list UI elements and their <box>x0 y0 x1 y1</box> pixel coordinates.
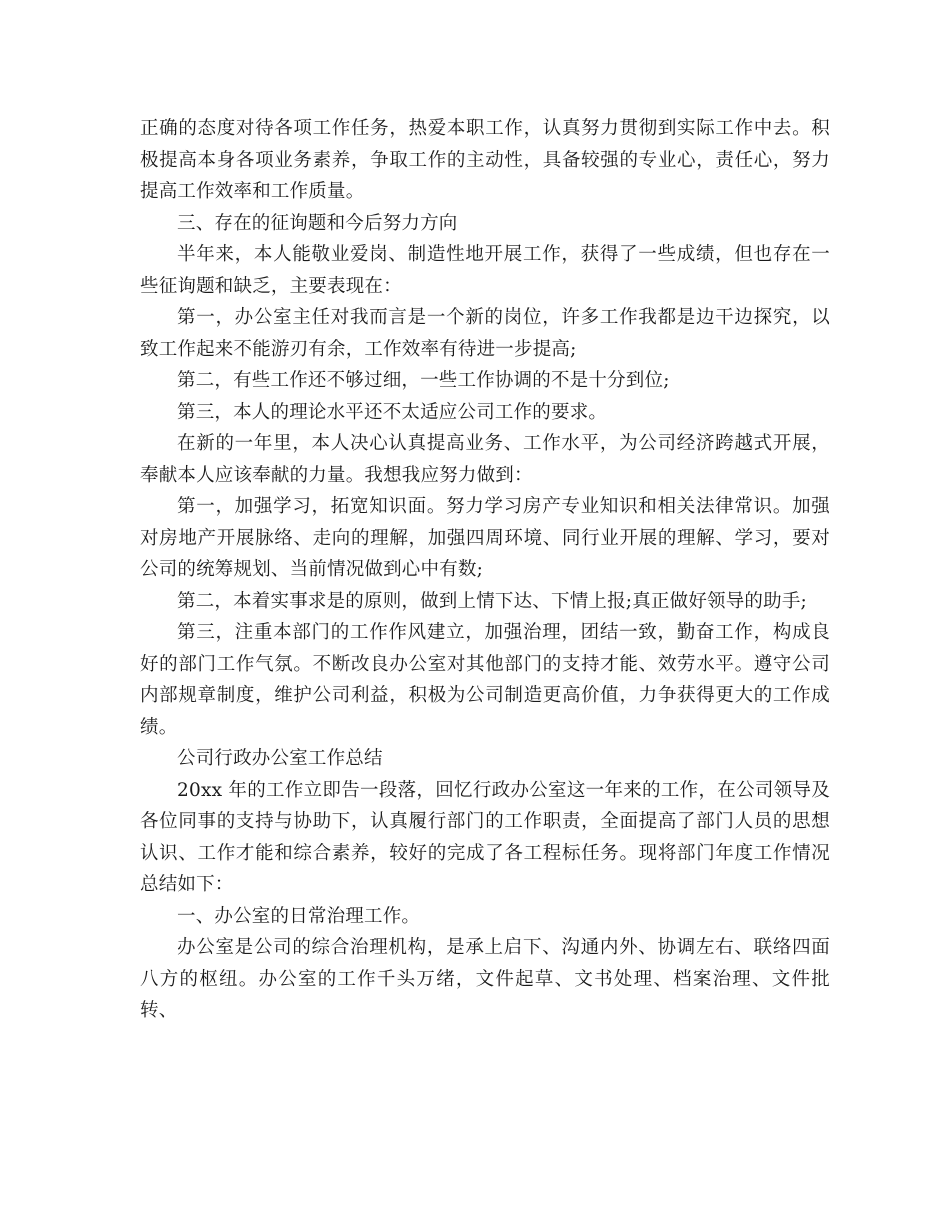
section-heading-3: 三、存在的征询题和今后努力方向 <box>177 212 458 234</box>
paragraph-1: 正确的态度对待各项工作任务，热爱本职工作，认真努力贯彻到实际工作中去。积极提高本身各项业务素养，争取工作的主动性，具备较强的专业心，责任心，努力提高工作效率和工作质量。 <box>140 118 830 202</box>
paragraph-8: 第一，加强学习，拓宽知识面。努力学习房产专业知识和相关法律常识。加强对房地产开展脉络、走向的理解，加强四周环境、同行业开展的理解、学习，要对公司的统筹规划、当前情况做到心中有数; <box>140 496 830 580</box>
paragraph-14: 办公室是公司的综合治理机构，是承上启下、沟通内外、协调左右、联络四面八方的枢纽。办公室的工作千头万绪，文件起草、文书处理、档案治理、文件批转、 <box>140 937 830 1021</box>
paragraph-4: 第一，办公室主任对我而言是一个新的岗位，许多工作我都是边干边探究，以致工作起来不能游刃有余，工作效率有待进一步提高; <box>140 307 830 360</box>
paragraph-7: 在新的一年里，本人决心认真提高业务、工作水平，为公司经济跨越式开展，奉献本人应该奉献的力量。我想我应努力做到： <box>140 433 830 486</box>
paragraph-9: 第二，本着实事求是的原则，做到上情下达、下情上报;真正做好领导的助手; <box>177 590 807 612</box>
document-title: 公司行政办公室工作总结 <box>177 748 383 769</box>
paragraph-10: 第三，注重本部门的工作作风建立，加强治理，团结一致，勤奋工作，构成良好的部门工作气氛。不断改良办公室对其他部门的支持才能、效劳水平。遵守公司内部规章制度，维护公司利益，积极为公司制造更高价值，力争获得更大的工作成绩。 <box>140 622 830 738</box>
section-heading-1: 一、办公室的日常治理工作。 <box>177 905 421 927</box>
document-page <box>140 113 830 1027</box>
paragraph-12: 20xx 年的工作立即告一段落，回忆行政办公室这一年来的工作，在公司领导及各位同事的支持与协助下，认真履行部门的工作职责，全面提高了部门人员的思想认识、工作才能和综合素养，较好的完成了各工程标任务。现将部门年度工作情况总结如下： <box>140 779 830 895</box>
paragraph-3: 半年来，本人能敬业爱岗、制造性地开展工作，获得了一些成绩，但也存在一些征询题和缺乏，主要表现在： <box>140 244 830 297</box>
paragraph-6: 第三，本人的理论水平还不太适应公司工作的要求。 <box>177 401 608 423</box>
paragraph-5: 第二，有些工作还不够过细，一些工作协调的不是十分到位; <box>177 370 670 391</box>
